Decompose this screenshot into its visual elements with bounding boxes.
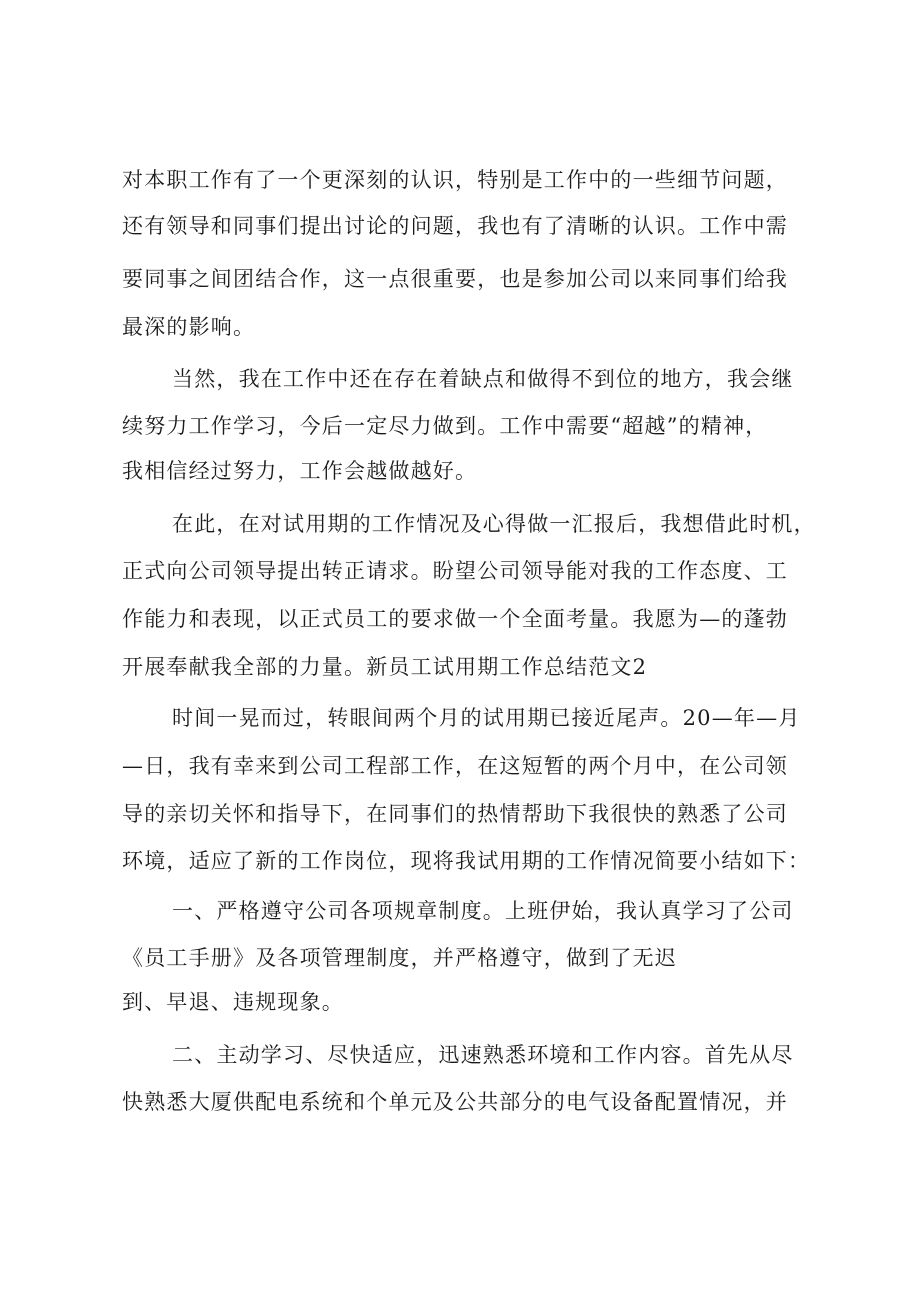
text-line: 二、主动学习、尽快适应，迅速熟悉环境和工作内容。首先从尽 bbox=[172, 1043, 794, 1067]
text-line: 环境，适应了新的工作岗位，现将我试用期的工作情况简要小结如下： bbox=[122, 849, 811, 873]
text-line: 要同事之间团结合作，这一点很重要，也是参加公司以来同事们给我 bbox=[122, 267, 788, 291]
text-line: 还有领导和同事们提出讨论的问题，我也有了清晰的认识。工作中需 bbox=[122, 214, 788, 238]
text-line: 在此，在对试用期的工作情况及心得做一汇报后，我想借此时机， bbox=[172, 512, 816, 536]
text-line: 开展奉献我全部的力量。新员工试用期工作总结范文2 bbox=[122, 655, 648, 679]
text-line: 时间一晃而过，转眼间两个月的试用期已接近尾声。20—年—月 bbox=[172, 706, 801, 730]
text-line: 最深的影响。 bbox=[122, 315, 256, 339]
text-line: 《员工手册》及各项管理制度，并严格遵守，做到了无迟 bbox=[122, 946, 677, 970]
text-line: 导的亲切关怀和指导下，在同事们的热情帮助下我很快的熟悉了公司 bbox=[122, 802, 788, 826]
text-line: 作能力和表现，以正式员工的要求做一个全面考量。我愿为—的蓬勃 bbox=[122, 607, 788, 631]
text-line: 到、早退、违规现象。 bbox=[122, 990, 344, 1014]
text-line: 快熟悉大厦供配电系统和个单元及公共部分的电气设备配置情况，并 bbox=[122, 1090, 788, 1114]
text-line: 正式向公司领导提出转正请求。盼望公司领导能对我的工作态度、工 bbox=[122, 559, 788, 583]
text-line: 对本职工作有了一个更深刻的认识，特别是工作中的一些细节问题， bbox=[122, 168, 788, 192]
text-line: 当然，我在工作中还在存在着缺点和做得不到位的地方，我会继 bbox=[172, 367, 794, 391]
text-line: 我相信经过努力，工作会越做越好。 bbox=[122, 459, 478, 483]
text-line: 一、严格遵守公司各项规章制度。上班伊始，我认真学习了公司 bbox=[172, 899, 794, 923]
text-line: —日，我有幸来到公司工程部工作，在这短暂的两个月中，在公司领 bbox=[122, 754, 788, 778]
text-line: 续努力工作学习，今后一定尽力做到。工作中需要“超越”的精神， bbox=[122, 414, 768, 438]
